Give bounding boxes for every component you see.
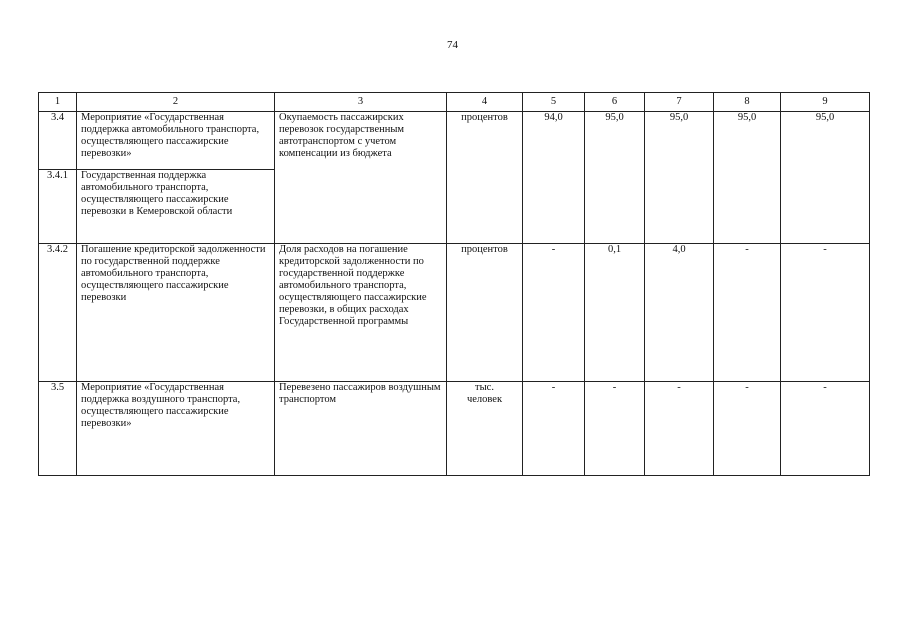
value-cell: 95,0	[585, 112, 645, 244]
column-header: 2	[77, 93, 275, 112]
column-header: 3	[275, 93, 447, 112]
unit-line: тыс.	[475, 382, 494, 393]
table-row	[39, 382, 870, 476]
table-row	[39, 112, 870, 170]
value-cell: -	[523, 382, 585, 476]
row-number: 3.5	[39, 382, 77, 476]
column-header: 1	[39, 93, 77, 112]
value-cell: -	[585, 382, 645, 476]
column-header: 5	[523, 93, 585, 112]
value-cell: -	[781, 244, 870, 382]
measure-name: Мероприятие «Государственная поддержка автомобильного транспорта, осуществляющего пассажирские перевозки»	[77, 112, 275, 170]
column-header: 4	[447, 93, 523, 112]
value-cell: 95,0	[645, 112, 714, 244]
value-cell: -	[714, 244, 781, 382]
table-row	[39, 244, 870, 382]
column-header: 9	[781, 93, 870, 112]
value-cell: -	[781, 382, 870, 476]
unit-cell: процентов	[447, 244, 523, 382]
value-cell: 0,1	[585, 244, 645, 382]
measure-name: Государственная поддержка автомобильного транспорта, осуществляющего пассажирские перевозки в Кемеровской области	[77, 170, 275, 244]
row-number: 3.4.2	[39, 244, 77, 382]
indicator-name: Доля расходов на погашение кредиторской задолженности по государственной поддержке автомобильного транспорта, осуществляющего пассажирские перевозки, в общих расходах Государственной программы	[275, 244, 447, 382]
value-cell: 4,0	[645, 244, 714, 382]
value-cell: -	[714, 382, 781, 476]
value-cell: 94,0	[523, 112, 585, 244]
column-header: 6	[585, 93, 645, 112]
measure-name: Мероприятие «Государственная поддержка воздушного транспорта, осуществляющего пассажирские перевозки»	[77, 382, 275, 476]
unit-cell: процентов	[447, 112, 523, 244]
measure-name: Погашение кредиторской задолженности по государственной поддержке автомобильного транспорта, осуществляющего пассажирские перевозки	[77, 244, 275, 382]
value-cell: 95,0	[781, 112, 870, 244]
indicator-name: Перевезено пассажиров воздушным транспортом	[275, 382, 447, 476]
column-header: 8	[714, 93, 781, 112]
value-cell: 95,0	[714, 112, 781, 244]
indicators-table	[38, 92, 870, 476]
row-number: 3.4	[39, 112, 77, 170]
unit-line: человек	[466, 394, 503, 405]
unit-cell	[447, 382, 523, 476]
value-cell: -	[523, 244, 585, 382]
page-number: 74	[447, 39, 458, 51]
indicator-name: Окупаемость пассажирских перевозок государственным автотранспортом с учетом компенсации из бюджета	[275, 112, 447, 244]
row-number: 3.4.1	[39, 170, 77, 244]
table-header-row	[39, 93, 870, 112]
column-header: 7	[645, 93, 714, 112]
value-cell: -	[645, 382, 714, 476]
